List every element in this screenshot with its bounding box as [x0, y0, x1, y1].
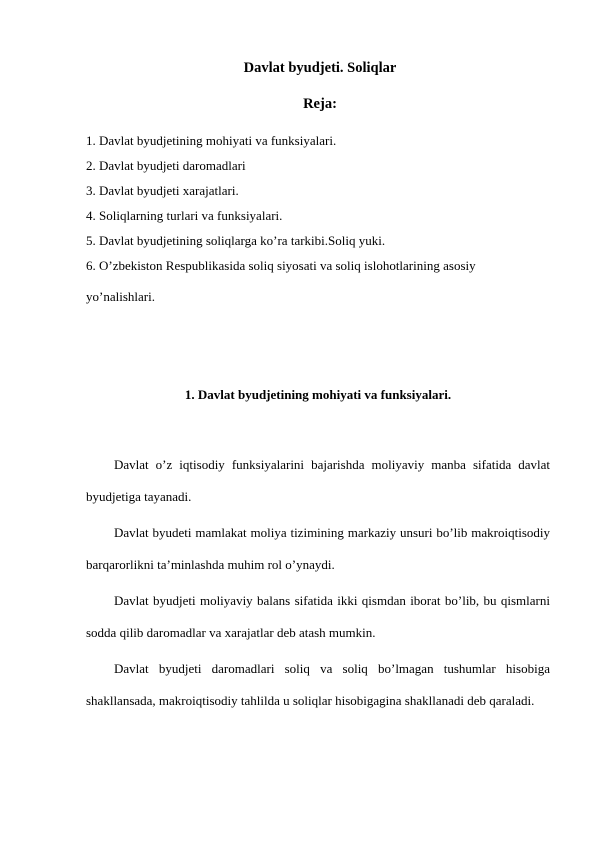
plan-list: [86, 128, 556, 309]
paragraph: Davlat byudeti mamlakat moliya tizimining markaziy unsuri bo’lib makroiqtisodiy barqarorlikni ta’minlashda muhim rol o’ynaydi.: [86, 525, 550, 572]
paragraph: Davlat byudjeti moliyaviy balans sifatida ikki qismdan iborat bo’lib, bu qismlarni sodda qilib daromadlar va xarajatlar deb atash mumkin.: [86, 593, 550, 640]
section-title: 1. Davlat byudjetining mohiyati va funksiyalari.: [184, 387, 452, 402]
paragraph: Davlat byudjeti daromadlari soliq va soliq bo’lmagan tushumlar hisobiga shakllansada, makroiqtisodiy tahlilda u soliqlar hisobigagina shakllanadi deb qaraladi.: [86, 661, 550, 708]
body-text: [86, 449, 550, 721]
document-title: Davlat byudjeti. Soliqlar: [243, 60, 397, 76]
plan-item: 4. Soliqlarning turlari va funksiyalari.: [86, 208, 283, 223]
plan-item-continuation: yo’nalishlari.: [86, 289, 155, 304]
plan-item: 2. Davlat byudjeti daromadlari: [86, 158, 246, 173]
plan-item: 5. Davlat byudjetining soliqlarga ko’ra tarkibi.Soliq yuki.: [86, 233, 386, 248]
plan-item: 1. Davlat byudjetining mohiyati va funksiyalari.: [86, 133, 337, 148]
plan-item: 6. O’zbekiston Respublikasida soliq siyosati va soliq islohotlarining asosiy: [86, 258, 476, 273]
plan-heading: Reja:: [303, 96, 337, 112]
paragraph: Davlat o’z iqtisodiy funksiyalarini bajarishda moliyaviy manba sifatida davlat byudjetiga tayanadi.: [86, 457, 550, 504]
plan-item: 3. Davlat byudjeti xarajatlari.: [86, 183, 239, 198]
